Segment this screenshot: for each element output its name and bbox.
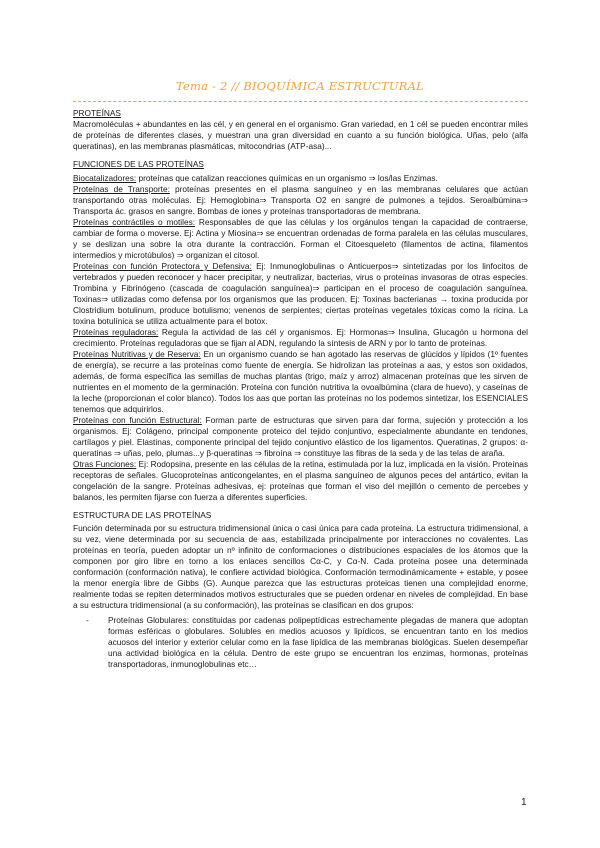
list-dash: -	[86, 615, 89, 625]
paragraph-proteinas: Macromoléculas + abundantes en las cél, y en general en el organismo. Gran variedad, en 1 cél se pueden encontrar miles de proteínas de diferentes clases, y muestran una gran diversidad en cuanto a su función biológica. Uñas, pelo (alfa queratinas), en las membranas plasmáticas, mitocondrias (ATP-asa)...	[73, 119, 528, 151]
page-number: 1	[521, 797, 527, 808]
paragraph-estructura: Función determinada por su estructura tridimensional única o casi única para cada proteína. La estructura tridimensional, a su vez, viene determinada por su secuencia de aas, estabilizada principalmente por interacciones no covalentes. Las proteínas en teoría, pueden adoptar un nº infinito de conformaciones o distribuciones espaciales de los átomos que la componen por giro libre en torno a los enlaces sencillos Cα-C, y Cα-N. Cada proteína posee una determinada conformación (conformación nativa), le confiere actividad biológica. Conformación termodinámicamente + estable, y posee la menor energía libre de Gibbs (G). Aunque parezca que las estructuras proteicas tienen una complejidad enorme, realmente todas se repiten determinados motivos estructurales que se pueden ordenar en niveles de complejidad. En base a su estructura tridimensional (a su conformación), las proteínas se clasifican en dos grupos:	[73, 523, 528, 610]
funcion-text: En un organismo cuando se han agotado las reservas de glúcidos y lípidos (1º fuentes de energía), se recurre a las proteínas como fuente de energía. Se hidrolizan las proteínas a aas, y estos son oxidados, además, de forma específica las semillas de muchas plantas (trigo, maíz y arroz) almacenan proteínas que les sirven de nutrientes en el momento de la germinación. Proteína con función nutritiva la ovoalbúmina (clara de huevo), y caseínas de la leche (proporcionan el color blanco). Todos los aas que portan las proteínas no los podemos sintetizar, los ESENCIALES tenemos que adquirirlos.	[73, 349, 528, 414]
funcion-text: proteínas presentes en el plasma sanguíneo y en las membranas celulares que actúan transportando otras moléculas. Ej: Hemoglobina⇒ Transporta O2 en sangre de pulmones a tejidos. Seroalbúmina⇒ Transporta ác. grasos en sangre. Bombas de iones y proteínas transportadoras de membrana.	[73, 184, 528, 216]
funcion-term: Biocatalizadores:	[73, 173, 137, 183]
list-item	[86, 615, 528, 670]
list-item-text: Proteínas Globulares: constituidas por cadenas polipeptídicas estrechamente plegadas de manera que adoptan formas esféricas o globulares. Solubles en medios acuosos y lipídicos, se encuentran tanto en los medios acuosos del interior y exterior celular como en la fase lipídica de las membranas biológicas. Suelen desempeñar una actividad biológica en la célula. Dentro de este grupo se encuentran los enzimas, hormonas, proteínas transportadoras, inmunoglobulinas etc…	[108, 615, 528, 669]
estructura-list	[73, 615, 528, 670]
funcion-item	[73, 327, 528, 349]
funcion-term: Proteínas con función Protectora y Defensiva:	[73, 261, 252, 271]
funcion-item	[73, 261, 528, 327]
funcion-term: Proteínas con función Estructural:	[73, 415, 202, 425]
funcion-item	[73, 173, 528, 184]
funciones-list	[73, 173, 528, 503]
funcion-text: Forman parte de estructuras que sirven para dar forma, sujeción y protección a los organismos. Ej: Colágeno, principal componente proteico del tejido conjuntivo, especialmente abundante en tendones, cartílagos y piel. Elastinas, componente principal del tejido conjuntivo elástico de los ligamentos. Queratinas, 2 grupos: α-queratinas ⇒ uñas, pelo, plumas...y β-queratinas ⇒ fibroína ⇒ constituye las fibras de la seda y de las telas de araña.	[73, 415, 528, 458]
funcion-item	[73, 184, 528, 217]
funcion-text: Ej: Rodopsina, presente en las células de la retina, estimulada por la luz, implicada en la visión. Proteínas receptoras de señales. Glucoproteínas anticongelantes, en el plasma sanguíneo de algunos peces del antártico, evitan la congelación de la sangre. Proteínas adhesivas, ej: proteínas que forman el viso del mejillón o cemento de percebes y balanos, les permiten fijarse con fuerza a diferentes superficies.	[73, 459, 528, 502]
funcion-item	[73, 415, 528, 459]
page-title: Tema - 2 // BIOQUÍMICA ESTRUCTURAL	[176, 79, 424, 93]
title-divider	[73, 101, 528, 102]
funcion-item	[73, 217, 528, 261]
funcion-text: Ej: Inmunoglobulinas o Anticuerpos⇒ sintetizadas por los linfocitos de vertebrados y pueden reconocer y hacer precipitar, y neutralizar, bacterias, virus o proteínas invasoras de otras especies. Trombina y Fibrinógeno (cascada de coagulación sanguínea)⇒ participan en el proceso de coagulación sanguínea. Toxinas⇒ utilizadas como defensa por los organismos que las producen. Ej: Toxinas bacterianas → toxina producida por Clostridium botulinum, produce botulismo; venenos de serpientes; ciertas proteínas vegetales tóxicas como la ricina. La toxina botulínica se utiliza actualmente para el botox.	[73, 261, 529, 326]
funcion-term: Otras Funciones:	[73, 459, 137, 469]
funcion-term: Proteínas contráctiles o motiles:	[73, 217, 196, 227]
funcion-item	[73, 459, 528, 503]
funcion-term: Proteínas reguladoras:	[73, 327, 159, 337]
section-heading-funciones: FUNCIONES DE LAS PROTEÍNAS	[73, 159, 204, 169]
funcion-text: Regula la actividad de las cél y organismos. Ej: Hormonas⇒ Insulina, Glucagón u hormona del crecimiento. Proteínas reguladoras que se fijan al ADN, regulando la síntesis de ARN y por lo tanto de proteínas.	[73, 327, 528, 348]
funcion-text: Responsables de que las células y los orgánulos tengan la capacidad de contraerse, cambiar de forma o moverse. Ej: Actina y Miosina⇒ se encuentran ordenadas de forma paralela en las células musculares, y se deslizan una sobre la otra durante la contracción. Forman el Citoesqueleto (filamentos de actina, filamentos intermedios y microtúbulos) ⇒ organizan el citosol.	[73, 217, 528, 260]
funcion-item	[73, 349, 528, 415]
funcion-text: proteínas que catalizan reacciones químicas en un organismo ⇒ los/las Enzimas.	[136, 173, 438, 183]
section-heading-estructura: ESTRUCTURA DE LAS PROTEÍNAS	[73, 510, 212, 520]
section-heading-proteinas: PROTEÍNAS	[73, 108, 121, 118]
funcion-term: Proteínas de Transporte:	[73, 184, 170, 194]
funcion-term: Proteínas Nutritivas y de Reserva:	[73, 349, 201, 359]
document-body	[73, 108, 528, 670]
